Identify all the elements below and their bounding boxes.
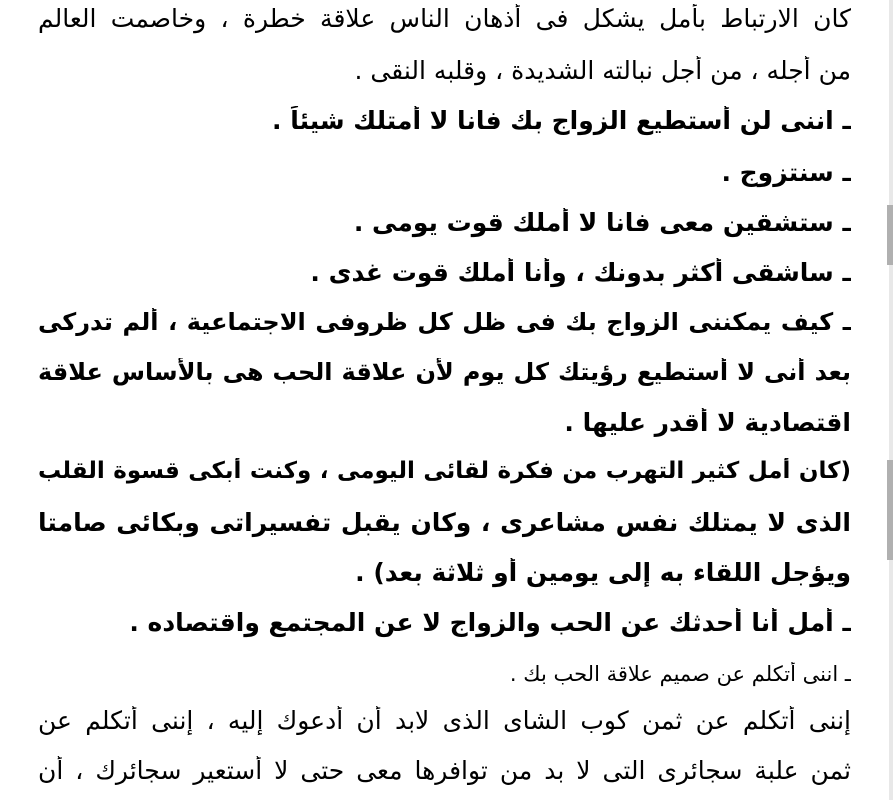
text-line: من أجله ، من أجل نبالته الشديدة ، وقلبه النقى . [354, 56, 851, 85]
dialogue-line: ـ ستشقين معى فانا لا أملك قوت يومى . [353, 208, 851, 237]
text-line: إننى أتكلم عن ثمن كوب الشاى الذى لابد أن أدعوك إليه ، إننى أتكلم عن [38, 706, 851, 735]
text-line: كان الارتباط بأمل يشكل فى أذهان الناس علاقة خطرة ، وخاصمت العالم [38, 4, 851, 33]
narration-line: (كان أمل كثير التهرب من فكرة لقائى اليومى ، وكنت أبكى قسوة القلب [38, 458, 851, 484]
scan-edge-mark [887, 460, 893, 560]
scan-edge-mark [887, 205, 893, 265]
dialogue-line: ـ أمل أنا أحدثك عن الحب والزواج لا عن المجتمع واقتصاده . [129, 608, 851, 637]
dialogue-line: ـ اننى لن أستطيع الزواج بك فانا لا أمتلك شيئاً . [272, 106, 851, 135]
narration-line: ويؤجل اللقاء به إلى يومين أو ثلاثة بعد) . [355, 558, 851, 587]
dialogue-line: ـ كيف يمكننى الزواج بك فى ظل كل ظروفى الاجتماعية ، ألم تدركى [38, 308, 851, 336]
dialogue-line: ـ ساشقى أكثر بدونك ، وأنا أملك قوت غدى . [310, 258, 851, 287]
dialogue-line: ـ اننى أتكلم عن صميم علاقة الحب بك . [509, 662, 851, 686]
dialogue-line: بعد أنى لا أستطيع رؤيتك كل يوم لأن علاقة الحب هى بالأساس علاقة [38, 358, 851, 386]
text-line: ثمن علبة سجائرى التى لا بد من توافرها معى حتى لا أستعير سجائرك ، أن [38, 756, 851, 785]
narration-line: الذى لا يمتلك نفس مشاعرى ، وكان يقبل تفسيراتى وبكائى صامتا [38, 508, 851, 537]
dialogue-line: ـ سنتزوج . [721, 158, 851, 187]
dialogue-line: اقتصادية لا أقدر عليها . [564, 408, 851, 437]
page-edge [889, 0, 893, 800]
